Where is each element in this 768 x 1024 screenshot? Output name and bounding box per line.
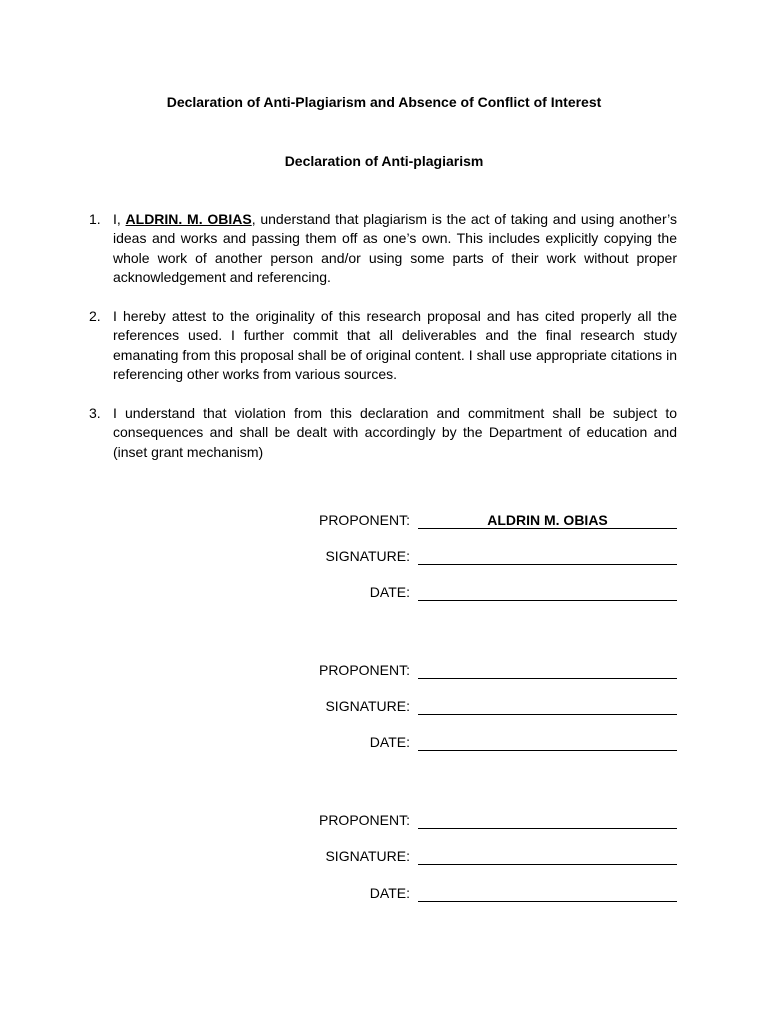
date-row <box>250 732 677 752</box>
item-prefix: I, <box>113 211 121 227</box>
date-row <box>250 582 677 602</box>
item-text: , understand that plagiarism is the act of taking and using another’s ideas and works and passing them off as one’s own. This includes explicitly copying the whole work of another person and/or using some parts of their work without proper acknowledgement and referencing. <box>113 211 677 286</box>
proponent-label: PROPONENT: <box>318 512 410 528</box>
proponent-row <box>250 660 677 680</box>
date-line[interactable] <box>418 750 677 751</box>
item-number: 1. <box>89 211 101 227</box>
date-row <box>250 883 677 903</box>
date-line[interactable] <box>418 901 677 902</box>
proponent-line[interactable] <box>418 678 677 679</box>
signature-line[interactable] <box>418 564 677 565</box>
proponent-line[interactable] <box>418 828 677 829</box>
date-label: DATE: <box>369 885 410 901</box>
signature-label: SIGNATURE: <box>325 548 410 564</box>
item-text: I hereby attest to the originality of this research proposal and has cited properly all the references used. I further commit that all deliverables and the final research study emanating from this proposal shall be of original content. I shall use appropriate citations in referencing other works from various sources. <box>113 308 677 383</box>
proponent-value: ALDRIN M. OBIAS <box>487 512 608 528</box>
signature-row <box>250 696 677 716</box>
proponent-row <box>250 810 677 830</box>
declaration-item-2 <box>89 307 677 385</box>
declaration-item-3 <box>89 404 677 462</box>
item-body <box>113 404 677 462</box>
signature-row <box>250 846 677 866</box>
date-label: DATE: <box>369 584 410 600</box>
section-title: Declaration of Anti-plagiarism <box>284 153 484 169</box>
declaration-item-1 <box>89 210 677 288</box>
date-line[interactable] <box>418 600 677 601</box>
item-text: I understand that violation from this declaration and commitment shall be subject to consequences and shall be dealt with accordingly by the Department of education and (inset grant mechanism) <box>113 405 677 460</box>
signature-line[interactable] <box>418 864 677 865</box>
signature-label: SIGNATURE: <box>325 848 410 864</box>
signature-label: SIGNATURE: <box>325 698 410 714</box>
proponent-label: PROPONENT: <box>318 662 410 678</box>
item-body <box>113 307 677 385</box>
page-title: Declaration of Anti-Plagiarism and Absence of Conflict of Interest <box>166 94 602 110</box>
proponent-row <box>250 510 677 530</box>
signature-row <box>250 546 677 566</box>
proponent-label: PROPONENT: <box>318 812 410 828</box>
proponent-line[interactable] <box>418 528 677 529</box>
declarant-name: ALDRIN. M. OBIAS <box>125 211 252 227</box>
item-number: 2. <box>89 308 101 324</box>
date-label: DATE: <box>369 734 410 750</box>
item-number: 3. <box>89 405 101 421</box>
signature-line[interactable] <box>418 714 677 715</box>
item-body <box>113 210 677 288</box>
